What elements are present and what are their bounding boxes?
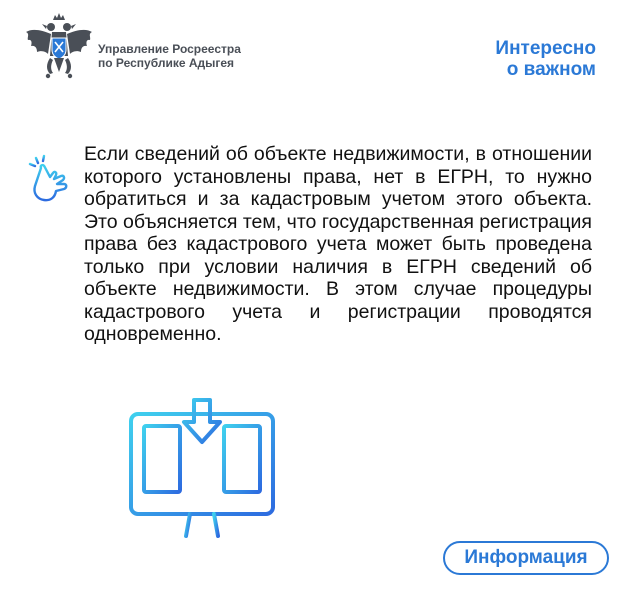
section-title-line2: о важном (506, 59, 596, 80)
section-title (495, 38, 596, 80)
computer-download-icon (128, 396, 276, 554)
section-title-line1: Интересно (495, 38, 596, 59)
organization-name (98, 42, 241, 70)
organization-name-line2: по Республике Адыгея (98, 56, 235, 70)
organization-name-line1: Управление Росреестра (98, 42, 241, 56)
pointing-hand-icon (27, 154, 71, 204)
info-paragraph: Если сведений об объекте недвижимости, в отношении которого установлены права, нет в ЕГРН, то нужно обратиться и за кадастровым учетом этого объекта. Это объясняется тем, что государственная регистрация права без кадастрового учета может быть проведена только при условии наличия в ЕГРН сведений об объекте недвижимости. В этом случае процедуры кадастрового учета и регистрации проводятся одновременно. (84, 143, 592, 345)
info-button[interactable]: Информация (443, 541, 609, 575)
rosreestr-logo-icon (24, 12, 94, 88)
